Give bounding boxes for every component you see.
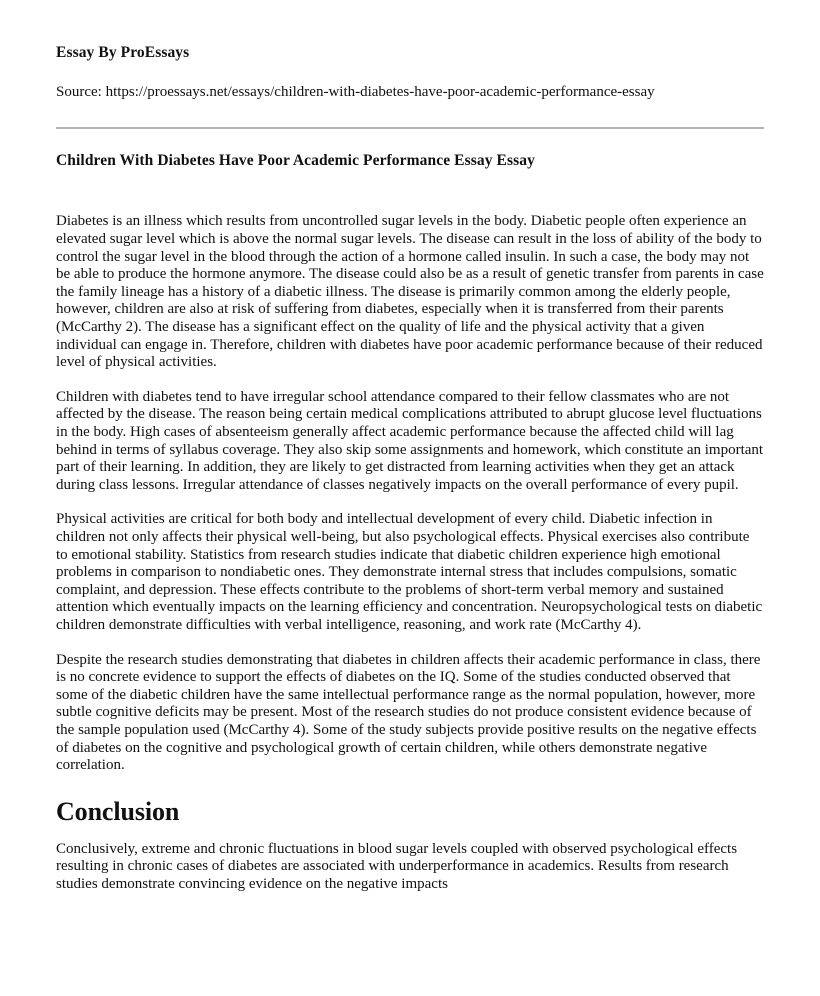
body-paragraph: Children with diabetes tend to have irregular school attendance compared to their fellow classmates who are not affected by the disease. The reason being certain medical complications attributed to abrupt glucose level fluctuations in the body. High cases of absenteeism generally affect academic performance because the affected child will lag behind in terms of syllabus coverage. They also skip some assignments and homework, which constitute an important part of their learning. In addition, they are likely to get distracted from learning activities when they get an attack during class lessons. Irregular attendance of classes negatively impacts on the overall performance of every pupil. <box>56 388 764 493</box>
source-url-line: Source: https://proessays.net/essays/children-with-diabetes-have-poor-academic-performance-essay <box>56 83 655 100</box>
header-divider <box>56 127 764 129</box>
site-title: Essay By ProEssays <box>56 44 190 61</box>
body-paragraph: Despite the research studies demonstrating that diabetes in children affects their academic performance in class, there is no concrete evidence to support the effects of diabetes on the IQ. Some of the studies conducted observed that some of the diabetic children have the same intellectual performance range as the normal population, however, more subtle cognitive deficits may be present. Most of the research studies do not produce consistent evidence because of the sample population used (McCarthy 4). Some of the study subjects provide positive results on the negative effects of diabetes on the cognitive and psychological growth of certain children, while others demonstrate negative correlation. <box>56 651 761 774</box>
conclusion-paragraph: Conclusively, extreme and chronic fluctuations in blood sugar levels coupled with observed psychological effects resulting in chronic cases of diabetes are associated with underperformance in academics. Results from research studies demonstrate convincing evidence on the negative impacts <box>56 840 738 892</box>
page-title: Children With Diabetes Have Poor Academic Performance Essay Essay <box>56 152 535 170</box>
conclusion-heading: Conclusion <box>56 796 180 826</box>
document-body <box>56 213 764 893</box>
body-paragraph: Physical activities are critical for both body and intellectual development of every child. Diabetic infection in children not only affects their physical well-being, but also psychological effects. Physical exercises also contribute to emotional stability. Statistics from research studies indicate that diabetic children experience high emotional problems in comparison to nondiabetic ones. They demonstrate internal stress that includes compulsions, somatic complaint, and depression. These effects contribute to the problems of short-term verbal memory and sustained attention which eventually impacts on the learning efficiency and concentration. Neuropsychological tests on diabetic children demonstrate difficulties with verbal intelligence, reasoning, and work rate (McCarthy 4). <box>56 511 763 633</box>
body-paragraph: Diabetes is an illness which results from uncontrolled sugar levels in the body. Diabetic people often experience an elevated sugar level which is above the normal sugar levels. The disease can result in the loss of ability of the body to control the sugar level in the blood through the action of a hormone called insulin. In such a case, the body may not be able to produce the hormone anymore. The disease could also be as a result of genetic transfer from parents in case the family lineage has a history of a diabetic illness. The disease is primarily common among the elderly people, however, children are also at risk of suffering from diabetes, especially when it is transferred from their parents (McCarthy 2). The disease has a significant effect on the quality of life and the physical activity that a given individual can engage in. Therefore, children with diabetes have poor academic performance because of their reduced level of physical activities. <box>56 213 764 371</box>
